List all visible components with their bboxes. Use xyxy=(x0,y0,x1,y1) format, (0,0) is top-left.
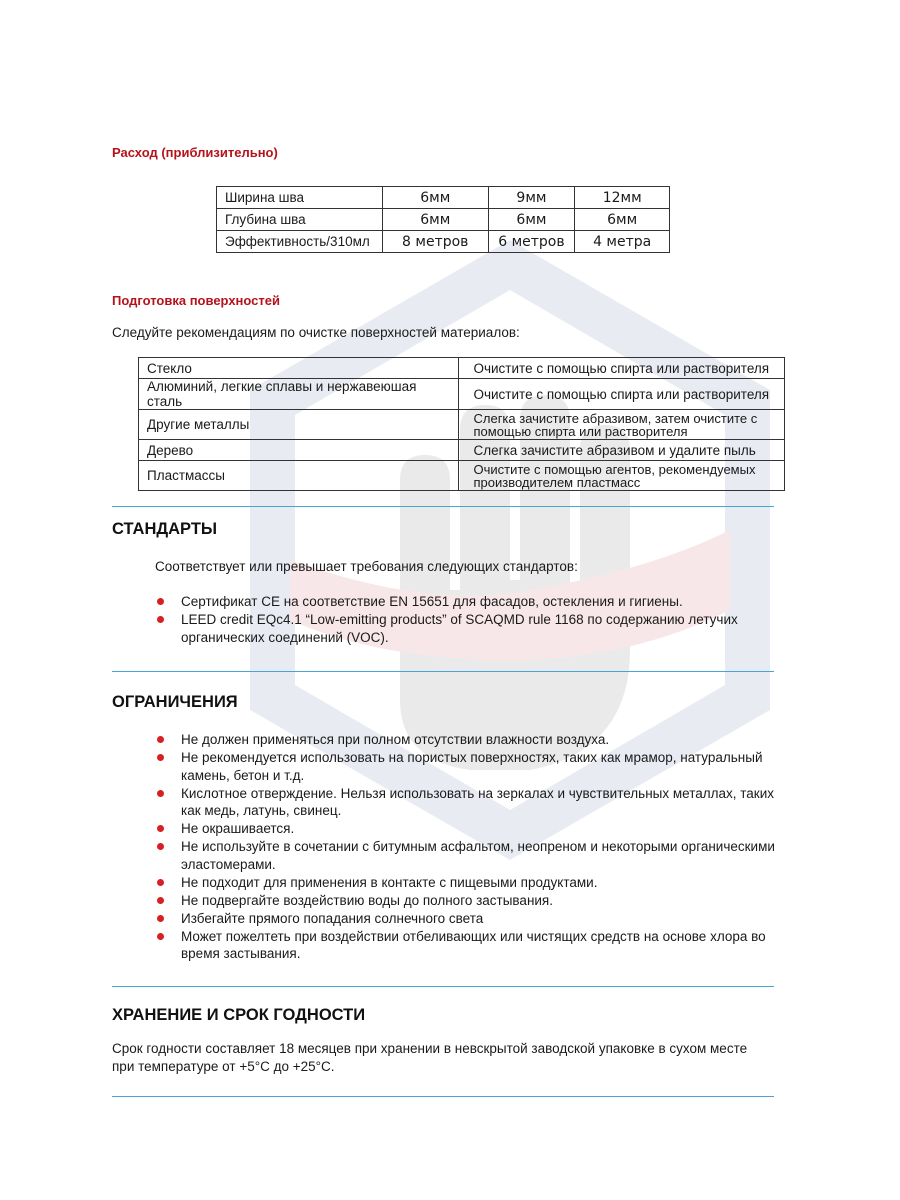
storage-title: ХРАНЕНИЕ И СРОК ГОДНОСТИ xyxy=(112,1006,366,1024)
list-item-text: Не окрашивается. xyxy=(181,821,295,836)
table-row xyxy=(139,440,785,461)
table-row xyxy=(139,379,785,410)
bullet-icon xyxy=(157,897,164,904)
table-cell: Пластмассы xyxy=(139,461,459,491)
consumption-heading: Расход (приблизительно) xyxy=(112,145,278,160)
limits-title: ОГРАНИЧЕНИЯ xyxy=(112,693,238,711)
list-item-text: Избегайте прямого попадания солнечного света xyxy=(181,910,484,926)
prep-table xyxy=(138,357,785,491)
section-divider xyxy=(112,986,774,987)
list-item-text: Не рекомендуется использовать на пористых поверхностях, таких как мрамор, натуральный камень, бетон и т.д. xyxy=(181,750,763,783)
list-item xyxy=(155,838,795,873)
table-cell: 6 метров xyxy=(488,231,575,253)
list-item xyxy=(155,928,795,963)
bullet-icon xyxy=(157,754,164,761)
section-divider xyxy=(112,1096,774,1097)
list-item-text: LEED credit EQc4.1 “Low-emitting products” of SCAQMD rule 1168 по содержанию летучих органических соединений (VOC). xyxy=(181,612,738,645)
bullet-icon xyxy=(157,825,164,832)
bullet-icon xyxy=(157,790,164,797)
prep-heading: Подготовка поверхностей xyxy=(112,293,280,308)
list-item xyxy=(155,910,795,928)
bullet-icon xyxy=(157,598,164,605)
table-cell: Другие металлы xyxy=(139,410,459,440)
list-item-text: Не подвергайте воздействию воды до полного застывания. xyxy=(181,892,553,908)
limits-list xyxy=(155,731,795,963)
table-cell: 6мм xyxy=(382,187,488,209)
standards-title: СТАНДАРТЫ xyxy=(112,520,218,538)
table-cell: Дерево xyxy=(139,440,459,461)
table-cell: Глубина шва xyxy=(217,209,383,231)
table-row xyxy=(217,187,670,209)
consumption-table xyxy=(216,186,670,253)
list-item-text: Сертификат CE на соответствие EN 15651 для фасадов, остекления и гигиены. xyxy=(181,594,683,609)
bullet-icon xyxy=(157,736,164,743)
table-cell: Слегка зачистите абразивом, затем очистите с помощью спирта или растворителя xyxy=(459,410,785,440)
list-item xyxy=(155,785,795,820)
table-row xyxy=(217,209,670,231)
table-cell: Слегка зачистите абразивом и удалите пыль xyxy=(459,440,785,461)
bullet-icon xyxy=(157,843,164,850)
table-row xyxy=(139,461,785,491)
bullet-icon xyxy=(157,879,164,886)
bullet-icon xyxy=(157,915,164,922)
table-cell: Очистите с помощью агентов, рекомендуемых производителем пластмасс xyxy=(459,461,785,491)
standards-list xyxy=(155,593,765,647)
table-cell: Очистите с помощью спирта или растворителя xyxy=(459,358,785,379)
list-item xyxy=(155,892,795,910)
table-cell: 6мм xyxy=(488,209,575,231)
list-item-text: Может пожелтеть при воздействии отбеливающих или чистящих средств на основе хлора во время застывания. xyxy=(181,928,766,961)
section-divider xyxy=(112,671,774,672)
table-cell: 8 метров xyxy=(382,231,488,253)
table-cell: 6мм xyxy=(575,209,670,231)
table-cell: Ширина шва xyxy=(217,187,383,209)
storage-text: Срок годности составляет 18 месяцев при хранении в невскрытой заводской упаковке в сухом месте при температуре от +5°C до +25°C. xyxy=(112,1041,748,1074)
prep-intro: Следуйте рекомендациям по очистке поверхностей материалов: xyxy=(112,325,520,340)
list-item-text: Кислотное отверждение. Нельзя использовать на зеркалах и чувствительных металлах, таких как медь, латунь, свинец. xyxy=(181,785,774,818)
table-cell: 4 метра xyxy=(575,231,670,253)
bullet-icon xyxy=(157,616,164,623)
list-item xyxy=(155,593,765,611)
table-row xyxy=(139,358,785,379)
table-cell: Очистите с помощью спирта или растворителя xyxy=(459,379,785,410)
table-row xyxy=(217,231,670,253)
list-item-text: Не подходит для применения в контакте с пищевыми продуктами. xyxy=(181,874,598,890)
list-item-text: Не используйте в сочетании с битумным асфальтом, неопреном и некоторыми органическими эластомерами. xyxy=(181,839,775,872)
table-cell: 9мм xyxy=(488,187,575,209)
table-row xyxy=(139,410,785,440)
table-cell: 12мм xyxy=(575,187,670,209)
bullet-icon xyxy=(157,933,164,940)
table-cell: Эффективность/310мл xyxy=(217,231,383,253)
table-cell: Стекло xyxy=(139,358,459,379)
table-cell: 6мм xyxy=(382,209,488,231)
table-cell: Алюминий, легкие сплавы и нержавеюшая сталь xyxy=(139,379,459,410)
list-item xyxy=(155,611,765,646)
list-item-text: Не должен применяться при полном отсутствии влажности воздуха. xyxy=(181,732,610,747)
list-item xyxy=(155,820,795,838)
list-item xyxy=(155,749,795,784)
list-item xyxy=(155,874,795,892)
section-divider xyxy=(112,506,774,507)
list-item xyxy=(155,731,795,749)
standards-intro: Соответствует или превышает требования следующих стандартов: xyxy=(155,559,578,574)
